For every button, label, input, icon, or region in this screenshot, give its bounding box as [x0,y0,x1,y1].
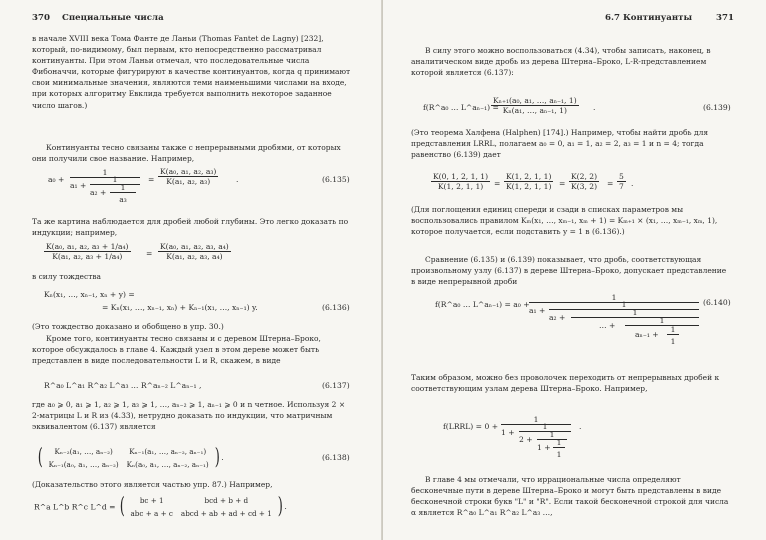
paragraph: (Доказательство этого является частью упр. 87.) Например, [32,480,273,489]
page-number-right: 371 [716,13,734,23]
right-page [383,0,766,540]
paragraph: Кроме того, континуанты тесно связаны и с деревом Штерна–Броко, которое обсуждалось в главе 4. Каждый узел в этом дереве может быть представлен в виде последовательности L и R, скажем, в виде [32,334,321,366]
paragraph: Сравнение (6.135) и (6.139) показывает, что дробь, соответствующая произвольному узлу (6.137) в дереве Штерна–Броко, допускает представление в виде непрерывной дроби [411,255,727,287]
paragraph: Континуанты тесно связаны также с непрерывными дробями, от которых они получили свое название. Например, [32,143,341,164]
equation-6-136: Kₙ(x₁, …, xₙ₋₁, xₙ + y) = = Kₙ(x₁, …, xₙ₋₁, xₙ) + Kₙ₋₁(x₁, …, xₙ₋₁) y. [44,290,258,312]
equation-induction: $\frac{\text{K(a₀, a₁, a₂, a₃ + 1/a₄)}}{\text{K(a₁, a₂, a₃ + 1/a₄)}}$ = $\frac{\text{K(a₀, a₁, a₂, a₃, a₄)}}{\text{K(a₁, a₂, a₃, a₄)}}$ [46,242,229,261]
paragraph: Та же картина наблюдается для дробей любой глубины. Это легко доказать по индукции; например, [32,217,349,238]
equation-number: (6.140) [703,298,731,307]
paragraph: В силу этого можно воспользоваться (4.34), чтобы записать, наконец, в аналитическом виде дробь из дерева Штерна–Броко, L-R-представлением которой является (6.137): [411,46,711,78]
equation-6-139: f(R^a₀ … L^aₙ₋₁) = $\frac{\text{Kₙ₊₁(a₀, a₁, …, aₙ₋₁, 1)}}{\text{Kₙ(a₁, …, aₙ₋₁, 1)}}$ . [423,96,596,115]
paragraph: в начале XVIII века Тома Фанте де Ланьи (Thomas Fantet de Lagny) [232], который, по-видимому, был первым, кто непосредственно рассматривал континуанты. При этом Ланьи отмечал, что последовательные числа Фибоначчи, которые фигурируют в качестве континуантов, когда q принимают свои минимальные значения, являются теми наименьшими числами на входе, при которых алгоритму Евклида требуется выполнить некоторое заданное число шагов.) [32,34,351,110]
paragraph: (Для поглощения единиц спереди и сзади в списках параметров мы воспользовались правилом Kₘ(x₁, …, xₘ₋₁, xₘ + 1) = Kₘ₊₁ × (x₁, …, xₘ₋₁, xₘ, 1), которое получается, если подставить y = 1 в (6.136).) [411,205,718,237]
paragraph: где a₀ ⩾ 0, a₁ ⩾ 1, a₂ ⩾ 1, a₃ ⩾ 1, …, aₙ₋₂ ⩾ 1, aₙ₋₁ ⩾ 0 и n четное. Используя 2 × 2-матрицы L и R из (4.33), нетрудно доказать по индукции, что матричным эквивалентом (6.137) является [32,400,346,432]
equation-number: (6.138) [322,453,350,462]
equation-number: (6.139) [703,103,731,112]
paragraph: Таким образом, можно без проволочек переходить от непрерывных дробей к соответствующим узлам дерева Штерна–Броко. Например, [411,373,720,394]
equation-6-138-matrix: ( Kₙ₋₂(a₁, …, aₙ₋₂) Kₙ₋₁(a₁, …, aₙ₋₂, aₙ₋₁) Kₙ₋₁(a₀, a₁, …, aₙ₋₂) Kₙ(a₀, a₁, …, aₙ₋₂, aₙ₋₁) ) . [37,445,224,470]
equation-number: (6.137) [322,381,350,390]
equation-6-140: f(R^a₀ … L^aₙ₋₁) = a₀ + 1 a₁ + 1 a₂ + 1 … + 1 aₙ₋₁ + 1 1 [435,288,705,368]
equation-example-matrix: R^a L^b R^c L^d = ( bc + 1 bcd + b + d abc + a + c abcd + ab + ad + cd + 1 ) . [34,494,287,519]
paragraph: в силу тождества [32,272,102,281]
paragraph: В главе 4 мы отмечали, что иррациональные числа определяют бесконечные пути в дереве Штерна–Броко и могут быть представлены в виде бесконечной строки букв "L" и "R". Если такой бесконечной строкой для числа α является R^a₀ L^a₁ R^a₂ L^a₃ …, [411,475,729,518]
equation-6-135: a₀ + 1 a₁ + 1 a₂ + 1 a₃ = $\frac{\text{K(a₀, a₁, a₂, a₃)}}{\text{K(a₁, a₂, a₃)}}$ . [48,167,239,204]
running-head-right: 6.7 Континуанты [605,13,693,23]
equation-lrrl-chain: $\frac{K(0, 1, 2, 1, 1)}{K(1, 2, 1, 1)}$ = $\frac{K(1, 2, 1, 1)}{K(1, 2, 1, 1)}$ = $\frac{K(2, 2)}{K(3, 2)}$ = $\frac{5}{7}$ . [433,172,634,191]
equation-f-lrrl: f(LRRL) = 0 + 1 1 + 1 2 + 1 1 + 1 1 . [443,415,582,459]
equation-number: (6.136) [322,303,350,312]
equation-6-137: R^a₀ L^a₁ R^a₂ L^a₃ … R^aₙ₋₂ L^aₙ₋₁ , [44,381,202,390]
running-head-left: Специальные числа [62,13,164,23]
page-number-left: 370 [32,13,50,23]
paragraph: (Это теорема Халфена (Halphen) [174].) Например, чтобы найти дробь для представления LRRL, полагаем a₀ = 0, a₁ = 1, a₂ = 2, a₃ = 1 и n = 4; тогда равенство (6.139) дает [411,128,709,160]
equation-number: (6.135) [322,175,350,184]
paragraph: (Это тождество доказано и обобщено в упр. 30.) [32,322,224,331]
